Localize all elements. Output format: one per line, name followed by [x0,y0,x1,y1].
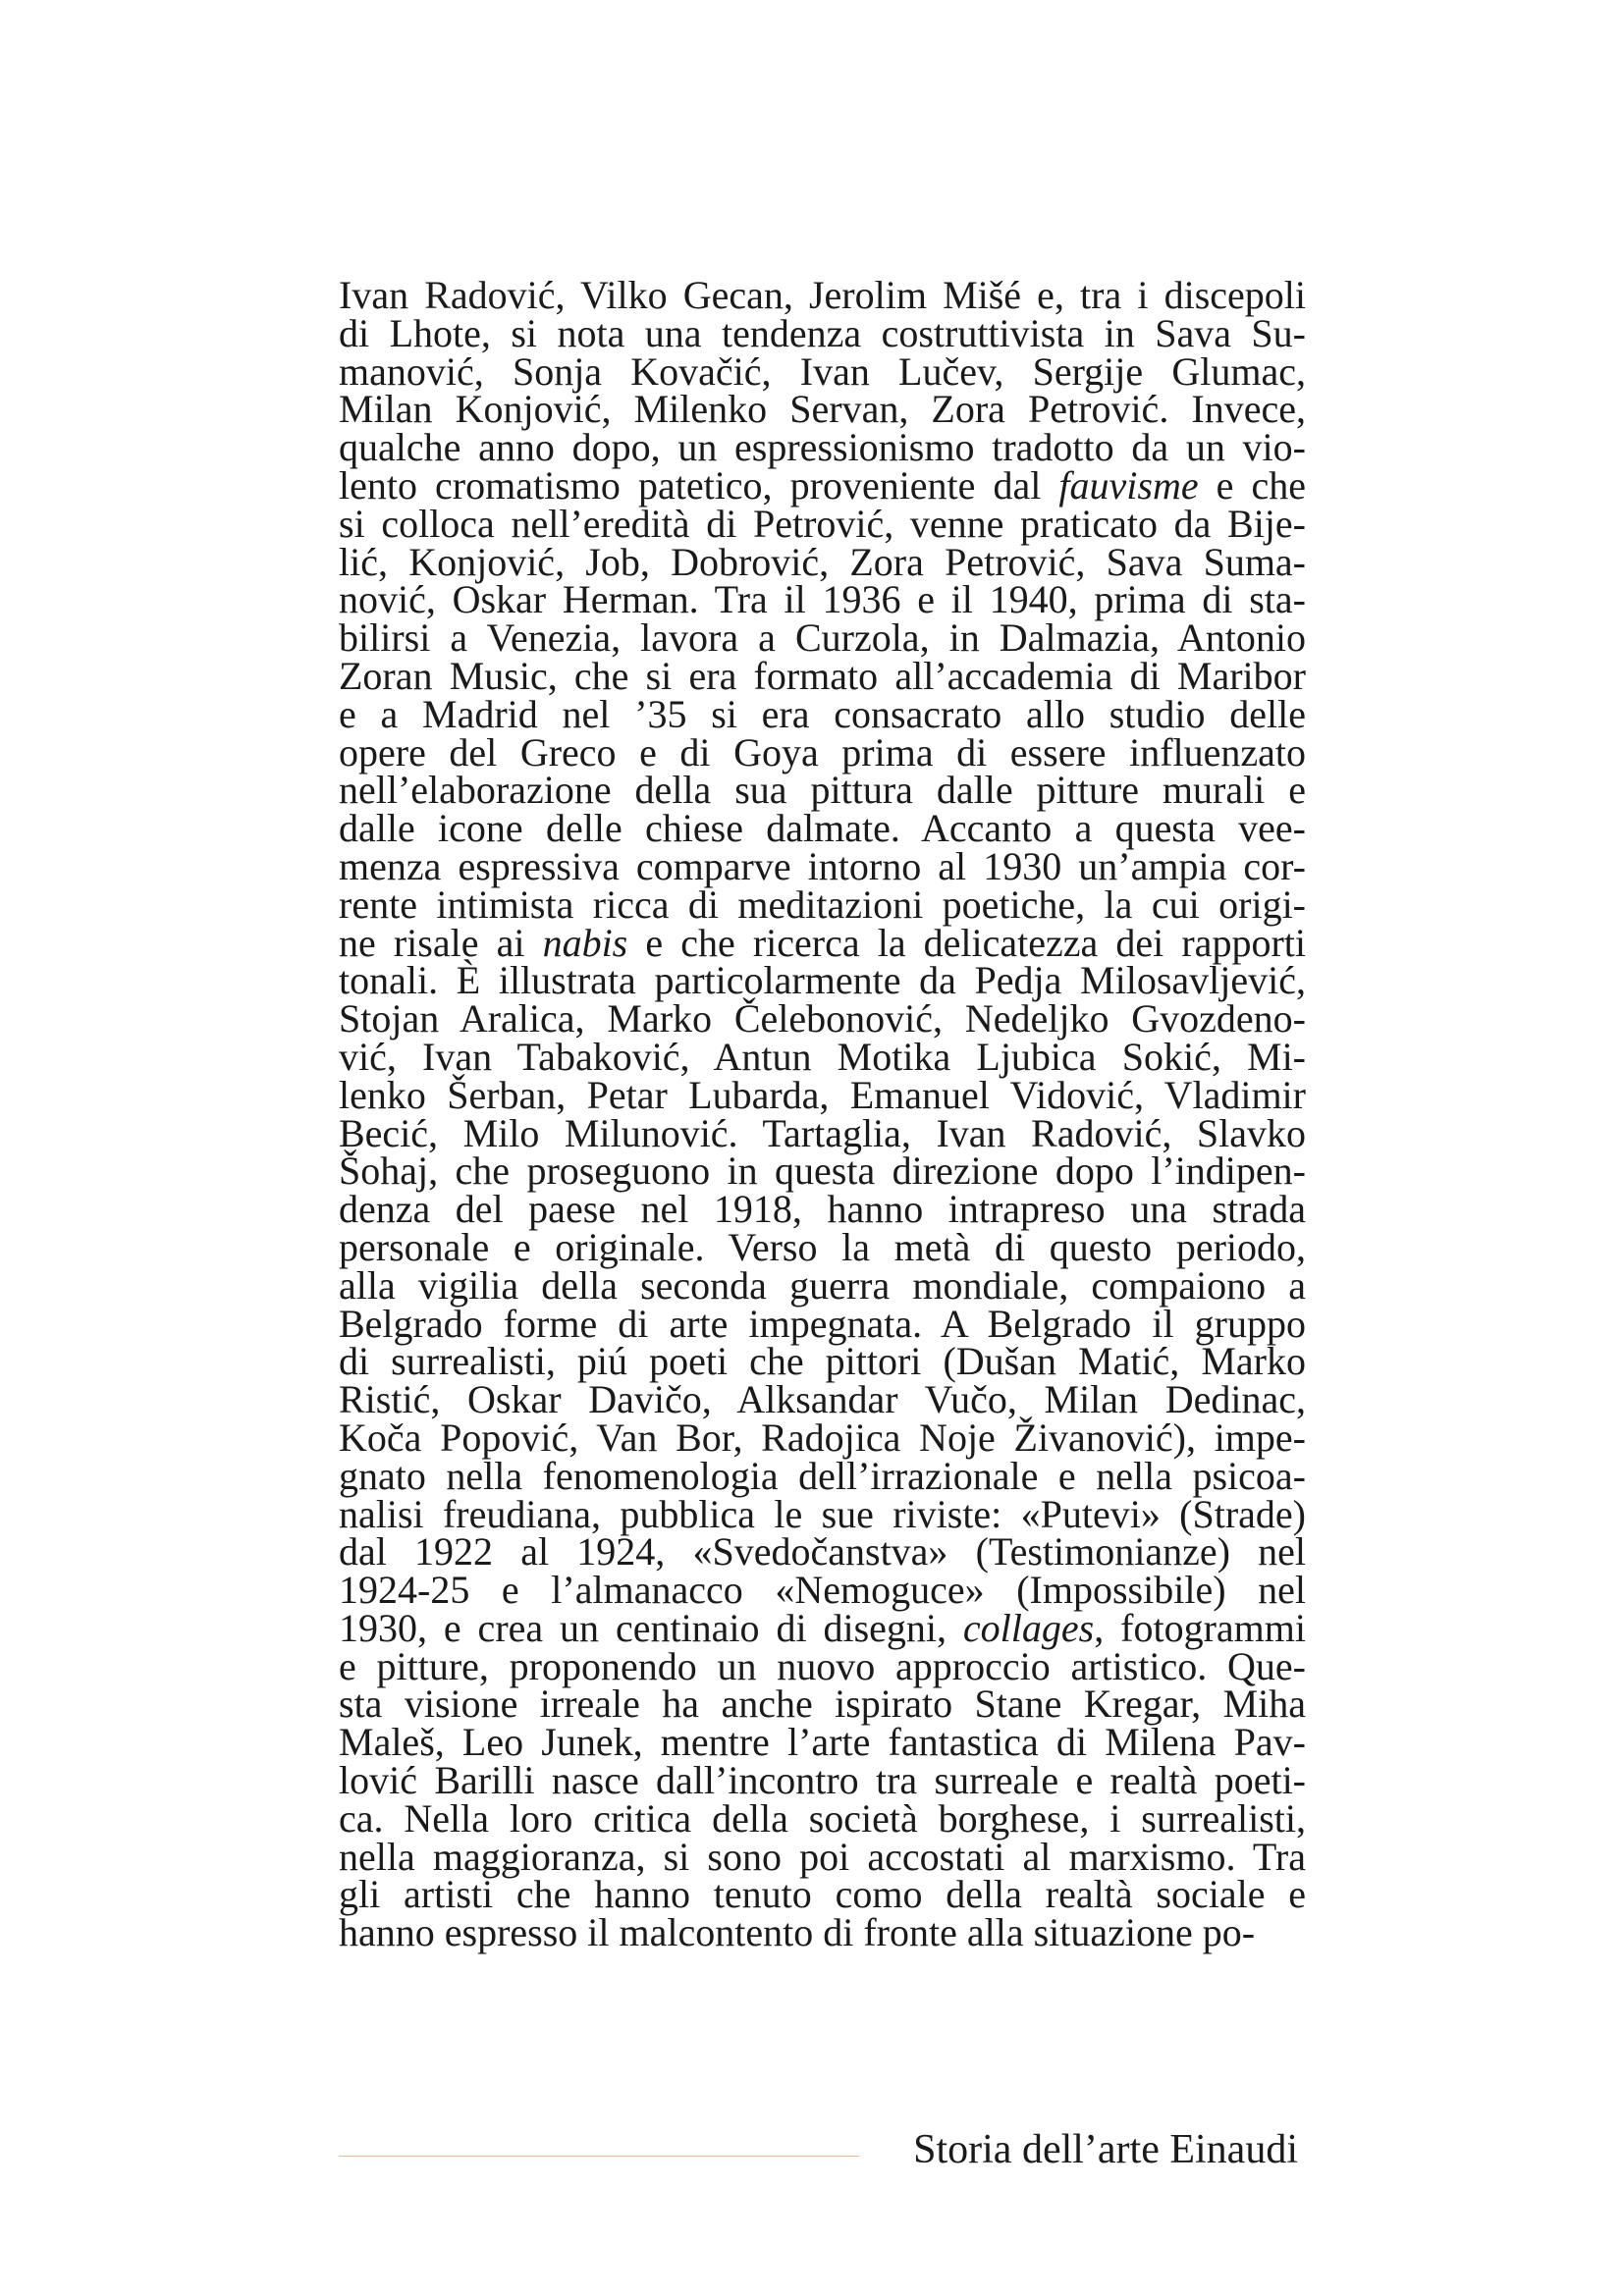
text-line: bilirsi a Venezia, lavora a Curzola, in Dalmazia, Antonio [339,615,1306,661]
text-line: e a Madrid nel ’35 si era consacrato allo studio delle [339,691,1306,736]
text-line: di Lhote, si nota una tendenza costruttivista in Sava Su- [339,310,1306,355]
text-line: Šohaj, che proseguono in questa direzione dopo l’indipen- [339,1148,1306,1194]
text-line: Belgrado forme di arte impegnata. A Belgrado il gruppo [339,1301,1306,1346]
text-run: e che ricerca la delicatezza dei rapporti [627,920,1306,965]
italic-term: nabis [542,920,628,965]
text-line: nalisi freudiana, pubblica le sue riviste: «Putevi» (Strade) [339,1491,1306,1536]
text-line: dalle icone delle chiese dalmate. Accanto a questa vee- [339,806,1306,851]
text-line: 1924-25 e l’almanacco «Nemoguce» (Impossibile) nel [339,1568,1306,1613]
text-line: tonali. È illustrata particolarmente da Pedja Milosavljević, [339,958,1306,1003]
text-run: e che [1198,462,1306,507]
text-line: vić, Ivan Tabaković, Antun Motika Ljubica Sokić, Mi- [339,1034,1306,1079]
text-line: lović Barilli nasce dall’incontro tra surreale e realtà poeti- [339,1758,1306,1803]
text-line: nell’elaborazione della sua pittura dalle pitture murali e [339,768,1306,813]
text-line: lić, Konjović, Job, Dobrović, Zora Petrović, Sava Suma- [339,539,1306,584]
text-line: personale e originale. Verso la metà di questo periodo, [339,1224,1306,1269]
footer-rule [339,2156,859,2157]
text-line: si colloca nell’eredità di Petrović, venne praticato da Bije- [339,501,1306,546]
body-text [339,273,1306,1955]
text-line: menza espressiva comparve intorno al 1930 un’ampia cor- [339,843,1306,888]
text-run: , fotogrammi [1094,1605,1306,1650]
text-line: gli artisti che hanno tenuto como della realtà sociale e [339,1872,1306,1917]
text-line: Stojan Aralica, Marko Čelebonović, Nedeljko Gvozdeno- [339,996,1306,1041]
text-line [339,462,1306,507]
text-line: Zoran Music, che si era formato all’accademia di Maribor [339,653,1306,698]
page-footer [339,2120,1306,2179]
text-line: Koča Popović, Van Bor, Radojica Noje Živanović), impe- [339,1415,1306,1460]
text-line: nella maggioranza, si sono poi accostati al marxismo. Tra [339,1834,1306,1879]
text-line: manović, Sonja Kovačić, Ivan Lučev, Sergije Glumac, [339,348,1306,394]
text-line: gnato nella fenomenologia dell’irrazionale e nella psicoa- [339,1453,1306,1498]
footer-title: Storia dell’arte Einaudi [913,2127,1298,2172]
text-line: Ivan Radović, Vilko Gecan, Jerolim Mišé e, tra i discepoli [339,273,1306,317]
text-line: lenko Šerban, Petar Lubarda, Emanuel Vidović, Vladimir [339,1072,1306,1117]
text-line [339,920,1306,965]
text-line: alla vigilia della seconda guerra mondiale, compaiono a [339,1262,1306,1308]
text-line: denza del paese nel 1918, hanno intrapreso una strada [339,1187,1306,1232]
text-line: opere del Greco e di Goya prima di essere influenzato [339,729,1306,774]
italic-term: fauvisme [1058,462,1199,507]
text-run: 1930, e crea un centinaio di disegni, [339,1605,963,1650]
italic-term: collages [962,1605,1095,1650]
text-line: Maleš, Leo Junek, mentre l’arte fantastica di Milena Pav- [339,1720,1306,1765]
text-line: Ristić, Oskar Davičo, Alksandar Vučo, Milan Dedinac, [339,1377,1306,1422]
text-line: rente intimista ricca di meditazioni poetiche, la cui origi- [339,881,1306,927]
text-line: di surrealisti, piú poeti che pittori (Dušan Matić, Marko [339,1339,1306,1384]
text-line: sta visione irreale ha anche ispirato Stane Kregar, Miha [339,1682,1306,1727]
text-line [339,1605,1306,1650]
text-line: e pitture, proponendo un nuovo approccio artistico. Que- [339,1643,1306,1688]
text-line: Becić, Milo Milunović. Tartaglia, Ivan Radović, Slavko [339,1110,1306,1155]
text-run: lento cromatismo patetico, proveniente dal [339,462,1059,507]
text-line: nović, Oskar Herman. Tra il 1936 e il 1940, prima di sta- [339,577,1306,622]
text-run: ne risale ai [339,920,543,965]
text-line: ca. Nella loro critica della società borghese, i surrealisti, [339,1795,1306,1841]
text-line: hanno espresso il malcontento di fronte alla situazione po- [339,1910,1256,1955]
text-line: qualche anno dopo, un espressionismo tradotto da un vio- [339,425,1306,470]
text-line: dal 1922 al 1924, «Svedočanstva» (Testimonianze) nel [339,1529,1306,1575]
text-line: Milan Konjović, Milenko Servan, Zora Petrović. Invece, [339,387,1306,432]
